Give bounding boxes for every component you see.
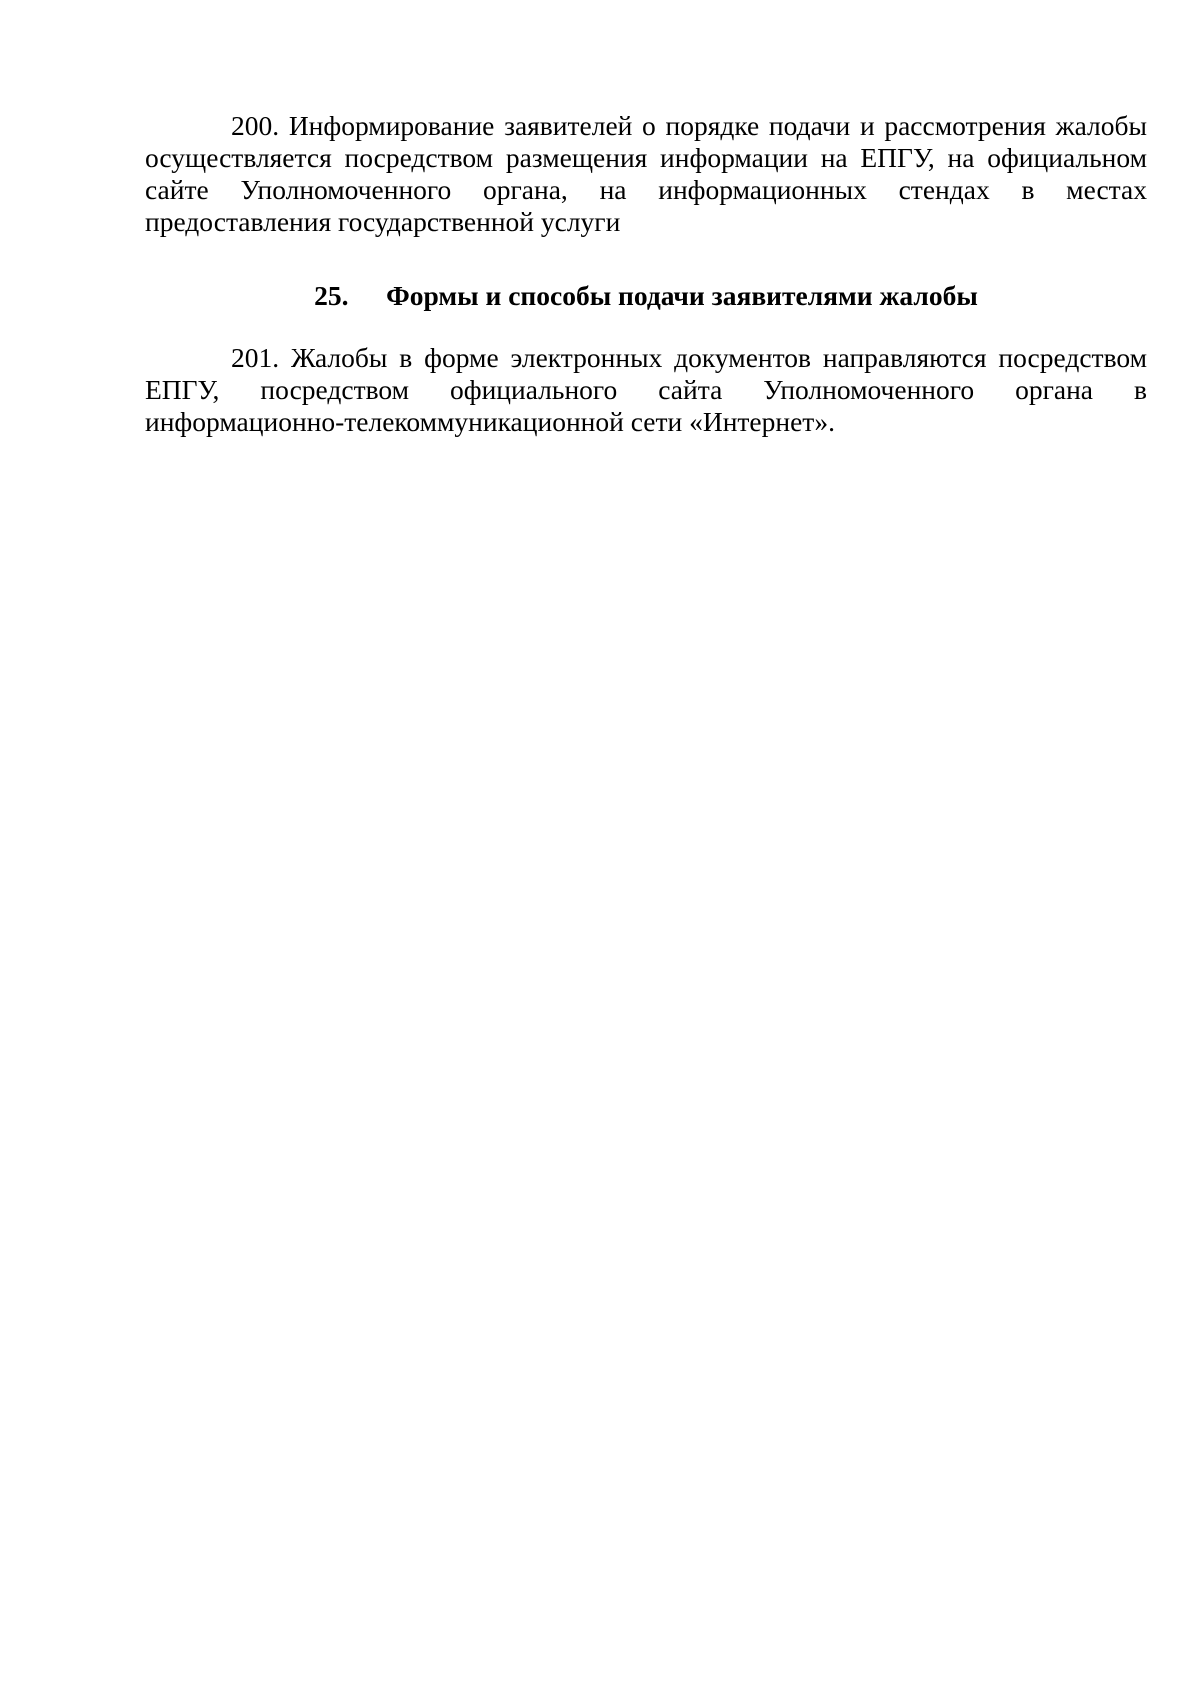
section-title: Формы и способы подачи заявителями жалобы [386,280,978,311]
document-body [145,110,1147,438]
section-number: 25. [314,280,349,311]
paragraph-201: 201. Жалобы в форме электронных документов направляются посредством ЕПГУ, посредством официального сайта Уполномоченного органа в информационно-телекоммуникационной сети «Интернет». [145,342,1147,437]
paragraph-200: 200. Информирование заявителей о порядке подачи и рассмотрения жалобы осуществляется посредством размещения информации на ЕПГУ, на официальном сайте Уполномоченного органа, на информационных стендах в местах предоставления государственной услуги [145,110,1147,237]
section-heading [145,280,1147,312]
